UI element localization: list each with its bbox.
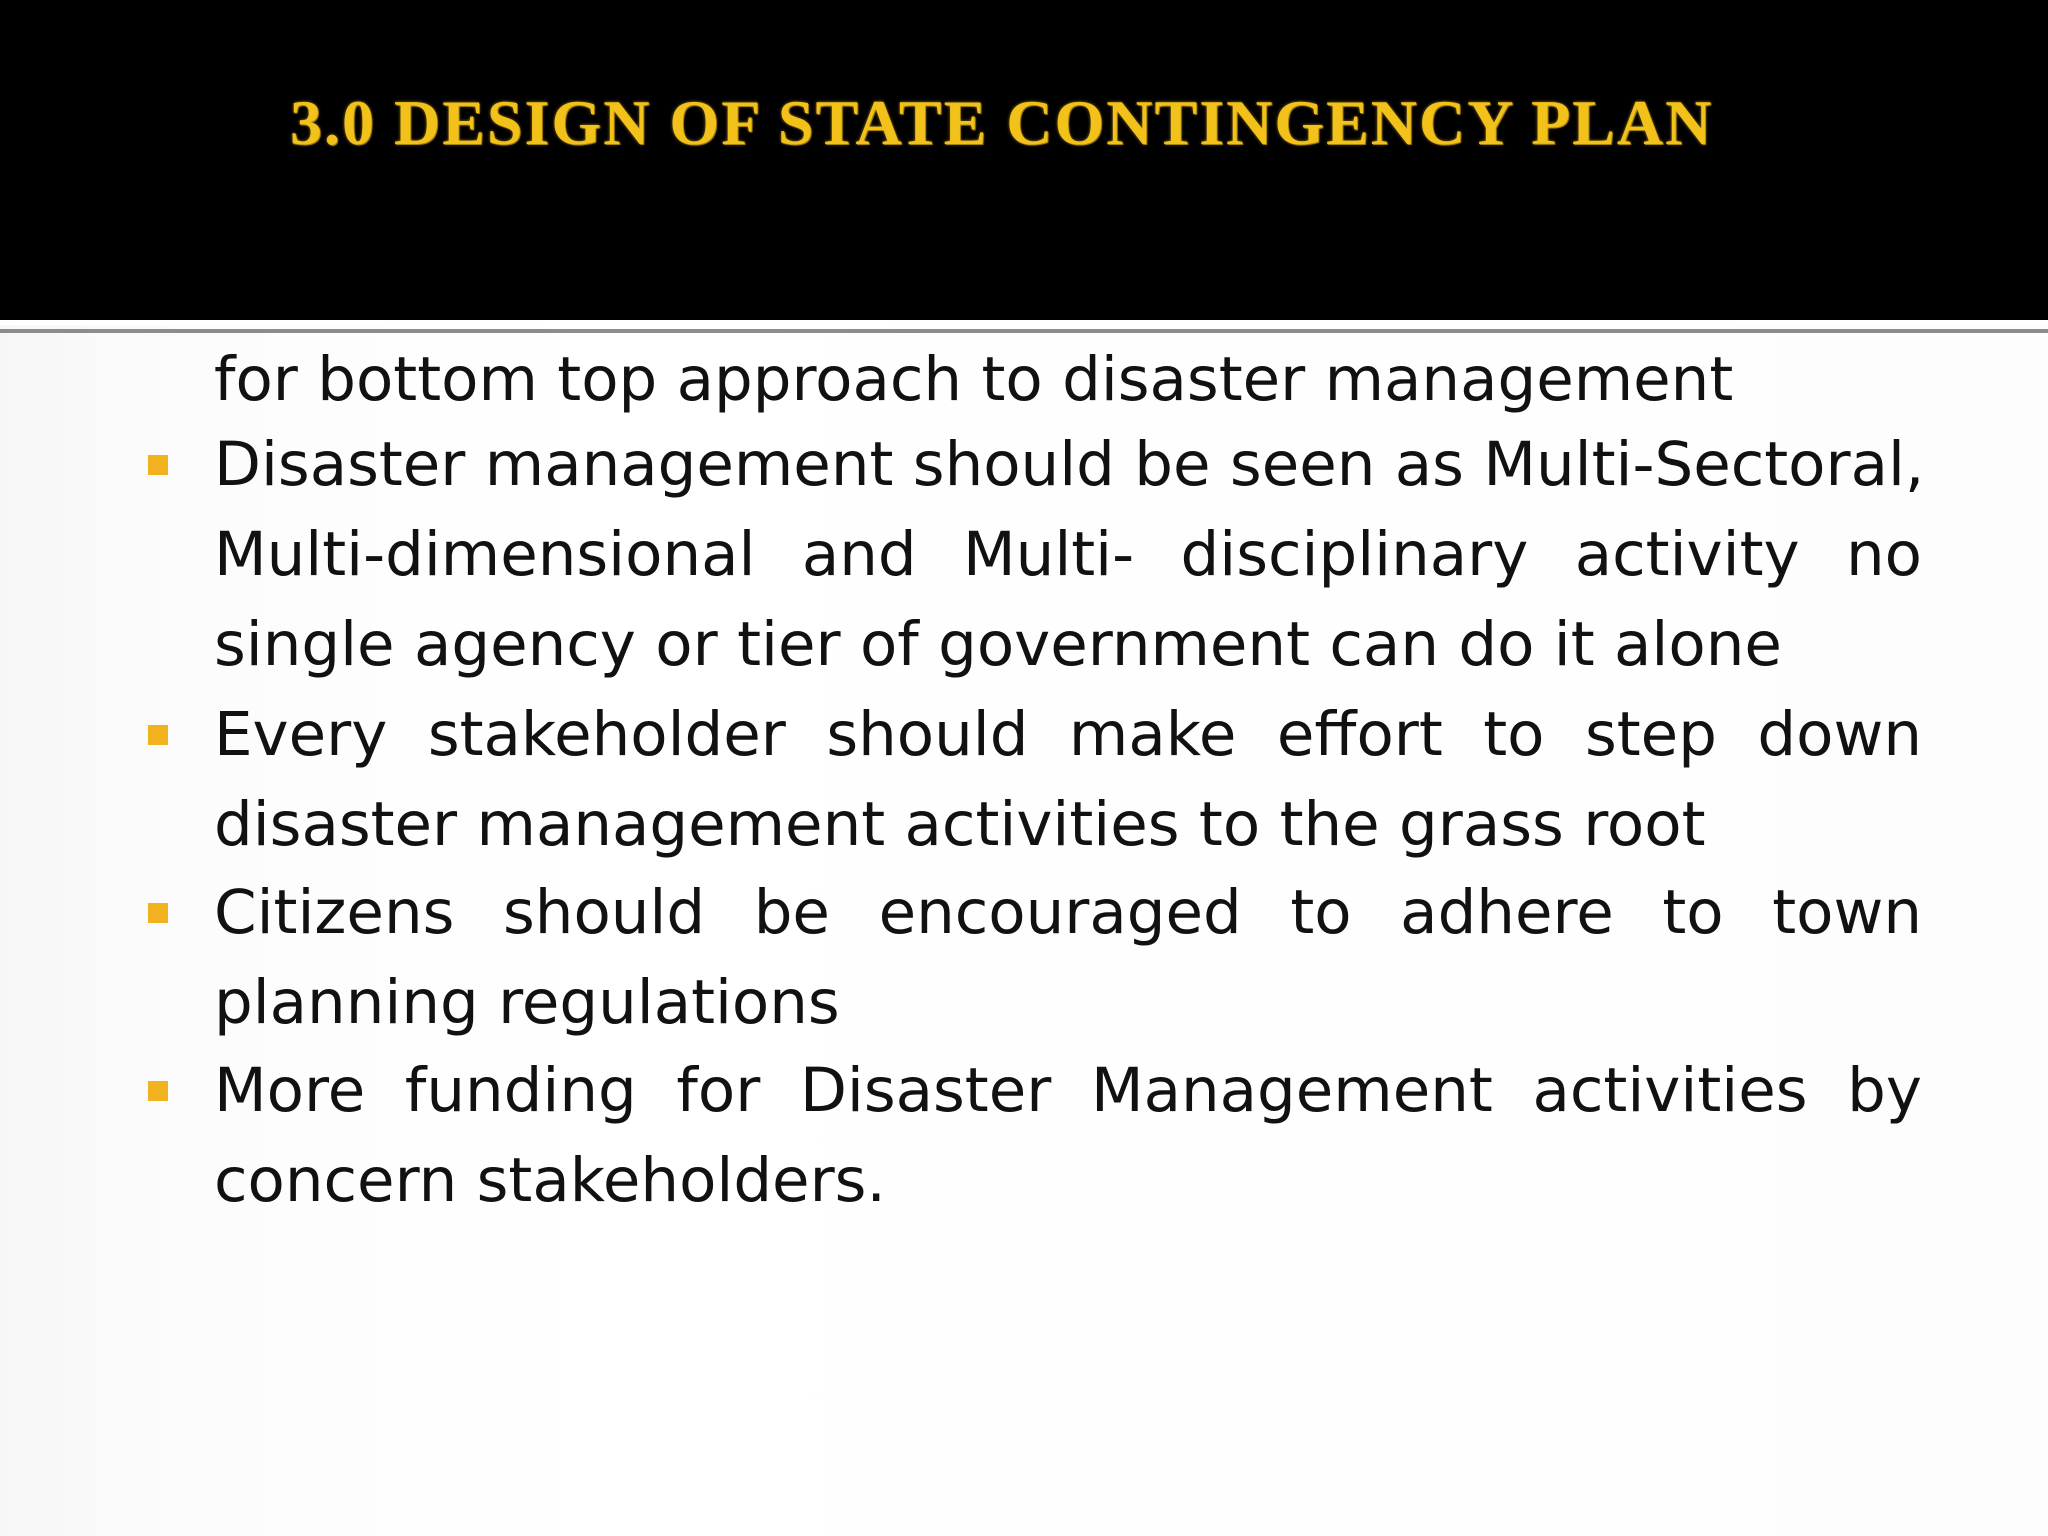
slide-body (0, 335, 2048, 1235)
bullet-4-line-1: More funding for Disaster Management activities by (214, 1055, 1922, 1126)
title-bar (0, 0, 2048, 320)
square-bullet-icon (148, 725, 168, 745)
square-bullet-icon (148, 903, 168, 923)
bullet-2-line-2: disaster management activities to the grass root (214, 789, 1706, 860)
slide-title: 3.0 DESIGN OF STATE CONTINGENCY PLAN (290, 87, 1714, 158)
square-bullet-icon (148, 1081, 168, 1101)
bullet-1-line-3: single agency or tier of government can do it alone (214, 609, 1782, 680)
continuation-line: for bottom top approach to disaster management (214, 344, 1734, 415)
title-divider-gray (0, 329, 2048, 333)
bullet-1-line-1: Disaster management should be seen as Multi-Sectoral, (214, 429, 1925, 500)
bullet-2-line-1: Every stakeholder should make effort to step down (214, 699, 1922, 770)
title-divider-white (0, 320, 2048, 325)
bullet-4-line-2: concern stakeholders. (214, 1145, 886, 1216)
bullet-1-line-2: Multi-dimensional and Multi- disciplinary activity no (214, 519, 1922, 590)
square-bullet-icon (148, 455, 168, 475)
bullet-3-line-1: Citizens should be encouraged to adhere to town (214, 877, 1922, 948)
bullet-3-line-2: planning regulations (214, 967, 840, 1038)
